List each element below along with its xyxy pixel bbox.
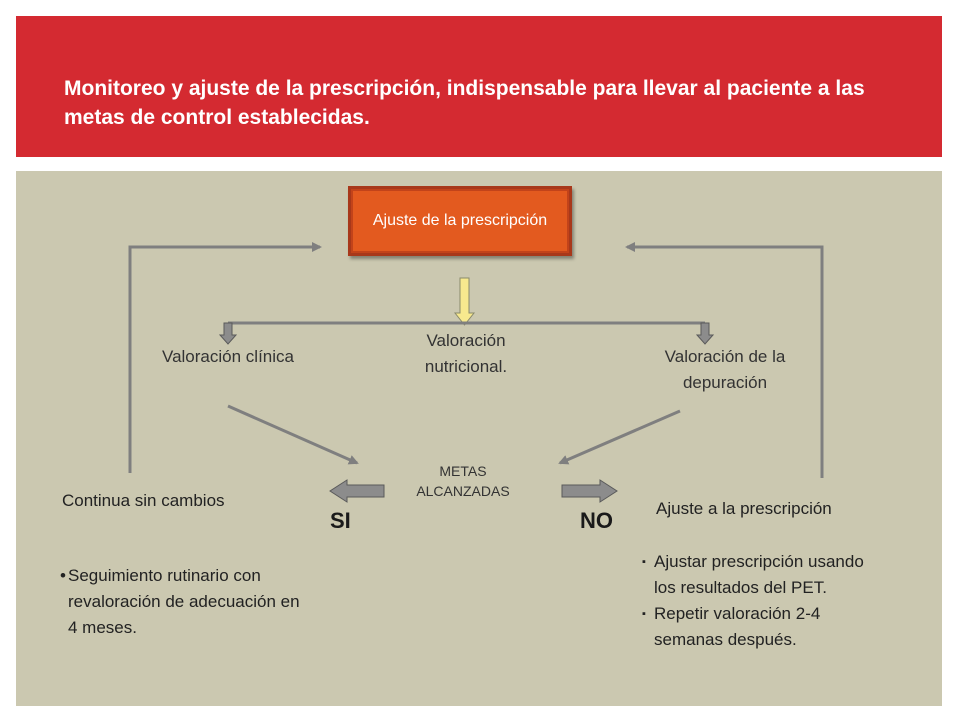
square-bullet-icon: ▪ — [642, 608, 646, 620]
yes-block-arrow — [330, 480, 384, 502]
slide-title: Monitoreo y ajuste de la prescripción, indispensable para llevar al paciente a las metas de control establecidas. — [64, 77, 865, 129]
branch-left-arrow — [220, 323, 236, 344]
right-item-text: Repetir valoración 2-4 semanas después. — [654, 604, 821, 649]
node-clinical: Valoración clínica — [162, 347, 294, 366]
goals-reached-label: METAS ALCANZADAS — [416, 463, 510, 499]
clinical-to-goals-arrow — [228, 406, 357, 463]
center-down-arrow — [455, 278, 474, 325]
left-outcome-list — [60, 563, 310, 641]
node-nutritional: Valoración nutricional. — [424, 331, 508, 376]
right-item-text: Ajustar prescripción usando los resultados del PET. — [654, 552, 864, 597]
no-block-arrow — [562, 480, 617, 502]
node-depuration: Valoración de la depuración — [664, 347, 786, 392]
no-label: NO — [580, 508, 613, 533]
adjust-prescription-label: Ajuste de la prescripción — [372, 212, 548, 229]
list-item — [642, 549, 882, 601]
depuration-to-goals-arrow — [560, 411, 680, 463]
square-bullet-icon: ▪ — [642, 556, 646, 568]
adjust-prescription-box — [348, 186, 572, 256]
bullet-icon: • — [60, 566, 66, 585]
branch-right-arrow — [697, 323, 713, 344]
right-outcome-label: Ajuste a la prescripción — [656, 499, 832, 518]
yes-label: SI — [330, 508, 351, 533]
list-item — [642, 601, 882, 653]
list-item — [60, 563, 310, 641]
left-outcome-label: Continua sin cambios — [62, 491, 225, 510]
left-item-text: Seguimiento rutinario con revaloración de adecuación en 4 meses. — [68, 566, 300, 637]
right-outcome-list — [642, 549, 882, 653]
